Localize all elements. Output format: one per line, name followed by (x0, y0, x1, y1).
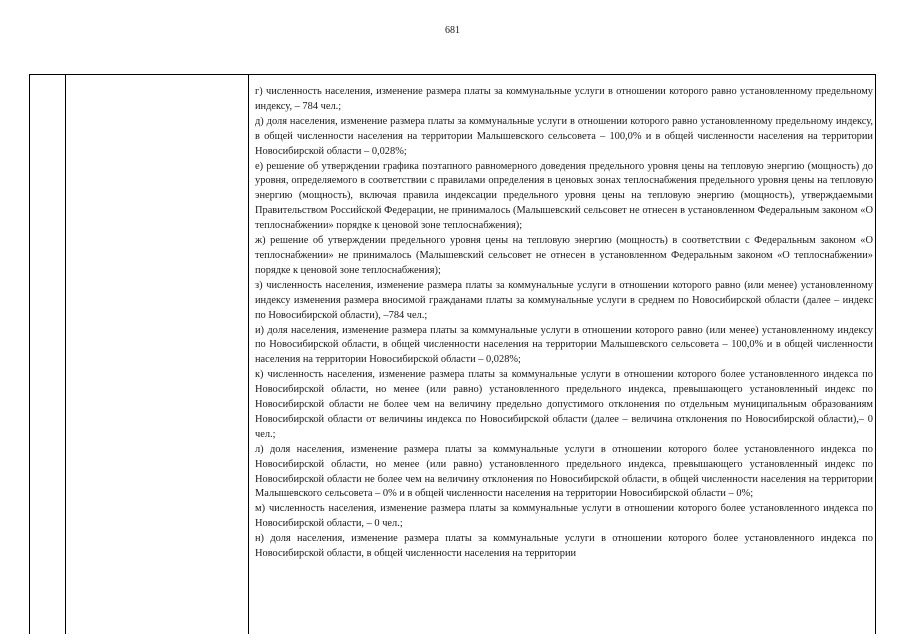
paragraph-zh: ж) решение об утверждении предельного уровня цены на тепловую энергию (мощность) в соответствии с Федеральным законом «О теплоснабжении» не принималось (Малышевский сельсовет не отнесен в установленном Федеральным законом «О теплоснабжении» порядке к ценовой зоне теплоснабжения); (255, 235, 873, 276)
paragraph-z: з) численность населения, изменение размера платы за коммунальные услуги в отношении которого равно (или менее) установленному индексу изменения размера вносимой гражданами платы за коммунальные услуги в среднем по Новосибирской области (далее – индекс по Новосибирской области), –784 чел.; (255, 279, 873, 321)
table-cell-text (255, 85, 873, 562)
paragraph-e: е) решение об утверждении графика поэтапного равномерного доведения предельного уровня цены на тепловую энергию (мощность) до уровня, определяемого в соответствии с правилами определения в ценовых зонах теплоснабжения предельного уровня цены на тепловую энергию (мощность), включая правила индексации предельного уровня цены на тепловую энергию (мощность), утверждаемыми Правительством Российской Федерации, не принималось (Малышевский сельсовет не отнесен в установленном Федеральным законом «О теплоснабжении» порядке к ценовой зоне теплоснабжения); (255, 160, 873, 232)
page-number: 681 (445, 25, 460, 36)
paragraph-n: н) доля населения, изменение размера платы за коммунальные услуги в отношении которого более установленного индекса по Новосибирской области, в общей численности населения на территории (255, 533, 873, 560)
paragraph-m: м) численность населения, изменение размера платы за коммунальные услуги в отношении которого более установленного индекса по Новосибирской области, – 0 чел.; (255, 503, 873, 530)
column-divider-2 (248, 75, 249, 634)
document-table (29, 74, 876, 634)
paragraph-g: г) численность населения, изменение размера платы за коммунальные услуги в отношении которого равно установленному предельному индексу, – 784 чел.; (255, 86, 873, 112)
column-divider-1 (65, 75, 66, 634)
paragraph-i: и) доля населения, изменение размера платы за коммунальные услуги в отношении которого равно (или менее) установленному индексу по Новосибирской области, в общей численности населения на территории Малышевского сельсовета – 100,0% и в общей численности населения на территории Новосибирской области – 0,028%; (255, 324, 873, 366)
paragraph-d: д) доля населения, изменение размера платы за коммунальные услуги в отношении которого равно установленному предельному индексу, в общей численности населения на территории Малышевского сельсовета – 100,0% и в общей численности населения на территории Новосибирской области – 0,028%; (255, 115, 873, 157)
paragraph-k: к) численность населения, изменение размера платы за коммунальные услуги в отношении которого более установленного индекса по Новосибирской области, но менее (или равно) установленного предельного индекса, превышающего установленный индекс по Новосибирской области не более чем на величину предельно допустимого отклонения по отдельным муниципальным образованиям Новосибирской области от величины индекса по Новосибирской области (далее – величина отклонения по Новосибирской области),– 0 чел.; (255, 369, 873, 440)
paragraph-l: л) доля населения, изменение размера платы за коммунальные услуги в отношении которого более установленного индекса по Новосибирской области, но менее (или равно) установленного предельного индекса, превышающего установленный индекс по Новосибирской области не более чем на величину отклонения по Новосибирской области, в общей численности населения на территории Малышевского сельсовета – 0% и в общей численности населения на территории Новосибирской области – 0%; (255, 443, 873, 500)
